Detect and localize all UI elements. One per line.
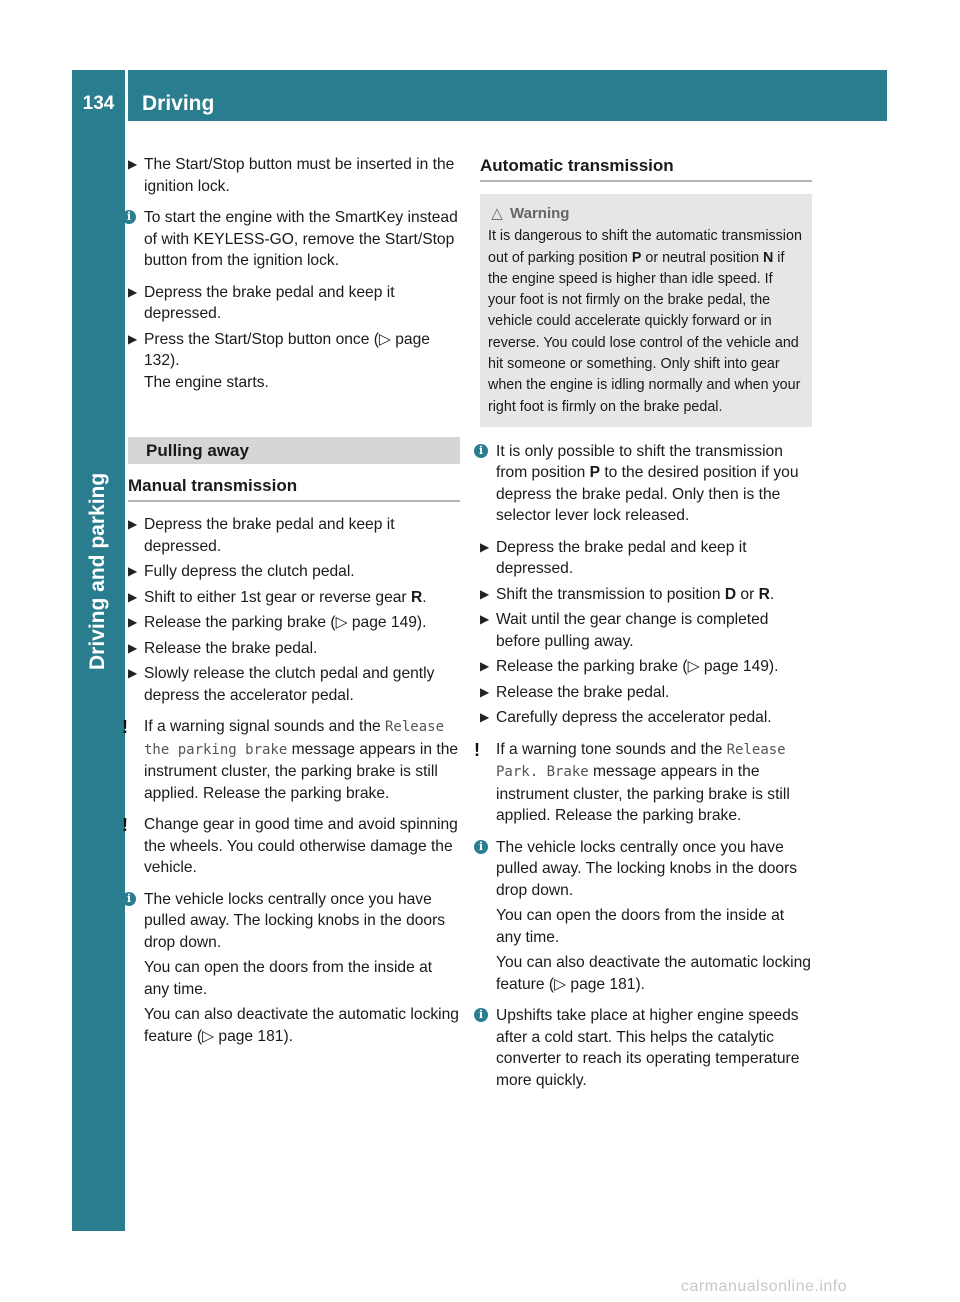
instruction-step bbox=[128, 514, 460, 557]
arrow-right-icon: ▶ bbox=[480, 586, 490, 601]
subsection-heading: Manual transmission bbox=[128, 474, 460, 502]
instruction-step bbox=[480, 584, 812, 606]
note-text: The vehicle locks centrally once you have pulled away. The locking knobs in the doors drop down. bbox=[144, 890, 446, 951]
display-message: Release the parking brake bbox=[144, 719, 445, 758]
exclamation-icon: ! bbox=[474, 739, 480, 760]
position-label: R bbox=[758, 585, 770, 603]
note-text: Change gear in good time and avoid spinning the wheels. You could otherwise damage the vehicle. bbox=[144, 816, 458, 876]
instruction-step bbox=[128, 154, 460, 197]
arrow-right-icon: ▶ bbox=[128, 589, 138, 604]
arrow-right-icon: ▶ bbox=[128, 564, 138, 578]
note-text-end: message appears in the instrument cluster, the parking brake is still applied. Release the parking brake. bbox=[496, 763, 790, 825]
header-divider bbox=[125, 70, 128, 121]
info-icon: i bbox=[474, 840, 488, 854]
page-title: Driving bbox=[142, 92, 215, 115]
position-label: D bbox=[724, 585, 737, 603]
instruction-step bbox=[480, 537, 812, 580]
note-text: It is only possible to shift the transmission from position bbox=[496, 442, 783, 482]
note-text: If a warning tone sounds and the bbox=[496, 740, 727, 758]
step-text-mid: or bbox=[736, 585, 759, 603]
note-text-end: to the desired position if you depress the brake pedal. Only then is the selector lever lock released. bbox=[496, 464, 799, 525]
instruction-step bbox=[128, 282, 460, 325]
arrow-right-icon: ▶ bbox=[128, 640, 138, 655]
gear-label: R bbox=[410, 588, 423, 606]
arrow-right-icon: ▶ bbox=[480, 612, 490, 627]
arrow-right-icon: ▶ bbox=[480, 659, 490, 674]
warning-box bbox=[480, 194, 812, 427]
step-text: Depress the brake pedal and keep it depressed. bbox=[144, 516, 395, 555]
step-text: Release the brake pedal. bbox=[496, 683, 670, 701]
info-note bbox=[480, 1005, 812, 1091]
note-paragraph: You can also deactivate the automatic locking feature (▷ page 181). bbox=[144, 1006, 459, 1045]
note-text: If a warning signal sounds and the bbox=[144, 718, 385, 735]
instruction-step bbox=[128, 663, 460, 706]
warning-label: Warning bbox=[510, 205, 570, 222]
step-text: Shift the transmission to position bbox=[496, 585, 725, 603]
note-text: The vehicle locks centrally once you have pulled away. The locking knobs in the doors drop down. bbox=[496, 838, 798, 899]
instruction-step bbox=[480, 707, 812, 729]
left-column bbox=[122, 154, 460, 1051]
section-heading: Pulling away bbox=[128, 437, 460, 464]
step-text: Release the brake pedal. bbox=[144, 639, 318, 657]
side-tab-label-wrap bbox=[86, 470, 110, 670]
arrow-right-icon: ▶ bbox=[480, 684, 490, 699]
info-icon: i bbox=[122, 892, 136, 906]
warning-text-3: if the engine speed is higher than idle speed. If your foot is not firmly on the brake pedal, the vehicle could accelerate quickly forward or in reverse. You could lose control of the vehicle and hit someone or something. Only shift into gear when the engine is idling normally and when your right foot is firmly on the brake pedal. bbox=[488, 249, 801, 415]
warning-text bbox=[488, 226, 804, 418]
caution-note bbox=[122, 716, 460, 804]
right-column bbox=[474, 154, 812, 1101]
footer-watermark: carmanualsonline.info bbox=[681, 1278, 848, 1295]
note-text: To start the engine with the SmartKey instead of with KEYLESS-GO, remove the Start/Stop button from the ignition lock. bbox=[144, 209, 458, 269]
instruction-step bbox=[128, 612, 460, 634]
arrow-right-icon: ▶ bbox=[128, 517, 138, 531]
note-paragraph: You can also deactivate the automatic locking feature (▷ page 181). bbox=[496, 954, 811, 993]
step-text: Depress the brake pedal and keep it depressed. bbox=[496, 538, 747, 578]
exclamation-icon: ! bbox=[122, 815, 128, 835]
note-text: Upshifts take place at higher engine speeds after a cold start. This helps the catalytic converter to reach its operating temperature more quickly. bbox=[496, 1007, 800, 1089]
warning-triangle-icon: △ bbox=[491, 205, 503, 222]
instruction-step bbox=[128, 587, 460, 609]
step-text: Fully depress the clutch pedal. bbox=[144, 563, 355, 580]
position-label: P bbox=[631, 249, 642, 266]
step-text: Release the parking brake (▷ page 149). bbox=[496, 658, 779, 676]
arrow-right-icon: ▶ bbox=[128, 615, 138, 629]
arrow-right-icon: ▶ bbox=[480, 710, 490, 725]
step-text: Carefully depress the accelerator pedal. bbox=[496, 709, 772, 727]
caution-note bbox=[474, 739, 812, 827]
instruction-step bbox=[480, 682, 812, 704]
info-icon: i bbox=[474, 444, 488, 458]
arrow-right-icon: ▶ bbox=[480, 539, 490, 554]
position-label: P bbox=[589, 464, 601, 482]
step-text: The Start/Stop button must be inserted in the ignition lock. bbox=[144, 156, 455, 195]
note-text-end: message appears in the instrument cluster, the parking brake is still applied. Release the parking brake. bbox=[144, 740, 459, 802]
subsection-heading: Automatic transmission bbox=[480, 154, 812, 182]
instruction-step bbox=[128, 329, 460, 394]
instruction-step bbox=[480, 656, 812, 678]
step-text: Shift to either 1st gear or reverse gear bbox=[144, 588, 411, 606]
step-text: Wait until the gear change is completed before pulling away. bbox=[496, 611, 769, 650]
warning-text-1: It is dangerous to shift the automatic transmission out of parking position bbox=[488, 228, 802, 266]
step-text-end: . bbox=[422, 588, 427, 606]
note-paragraph: You can open the doors from the inside at any time. bbox=[144, 959, 433, 998]
info-note bbox=[128, 889, 460, 954]
caution-note bbox=[122, 814, 460, 879]
note-paragraph: You can open the doors from the inside at any time. bbox=[496, 907, 785, 946]
info-note bbox=[480, 837, 812, 902]
side-tab-label: Driving and parking bbox=[86, 472, 109, 670]
arrow-right-icon: ▶ bbox=[128, 331, 138, 346]
arrow-right-icon: ▶ bbox=[128, 666, 138, 680]
step-text: Depress the brake pedal and keep it depressed. bbox=[144, 283, 395, 322]
exclamation-icon: ! bbox=[122, 717, 128, 737]
info-icon: i bbox=[474, 1008, 488, 1022]
warning-heading bbox=[488, 203, 804, 224]
instruction-step bbox=[128, 638, 460, 660]
step-text: Press the Start/Stop button once (▷ page 132). bbox=[144, 330, 430, 369]
position-label: N bbox=[763, 249, 774, 266]
instruction-step bbox=[128, 561, 460, 583]
display-message: Release Park. Brake bbox=[496, 741, 786, 781]
arrow-right-icon: ▶ bbox=[128, 284, 138, 299]
warning-text-2: or neutral position bbox=[641, 249, 763, 266]
instruction-step bbox=[480, 609, 812, 652]
arrow-right-icon: ▶ bbox=[128, 157, 138, 171]
info-note bbox=[128, 207, 460, 272]
side-tab bbox=[72, 121, 125, 1231]
step-text: Slowly release the clutch pedal and gently depress the accelerator pedal. bbox=[144, 665, 435, 704]
step-text: Release the parking brake (▷ page 149). bbox=[144, 614, 427, 631]
info-note bbox=[480, 441, 812, 527]
info-icon: i bbox=[122, 210, 136, 224]
step-result: The engine starts. bbox=[144, 373, 269, 391]
page-number: 134 bbox=[82, 93, 115, 114]
step-text-end: . bbox=[769, 585, 775, 603]
